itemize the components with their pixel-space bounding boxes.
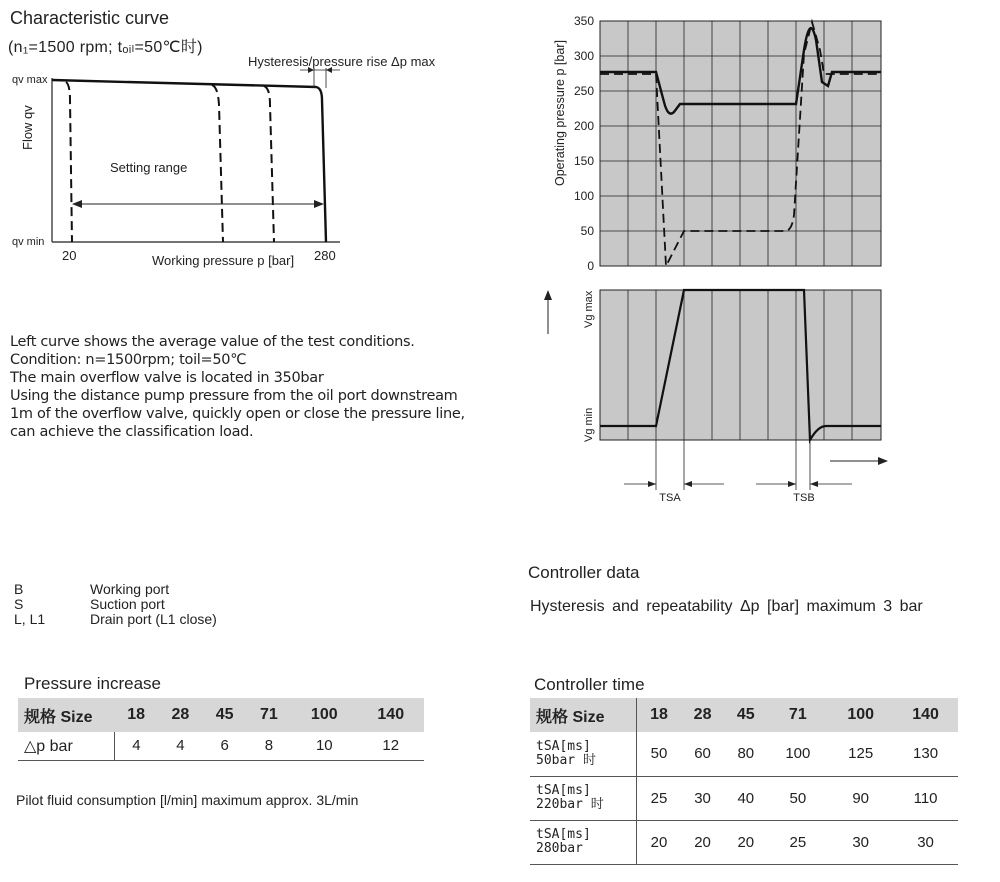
port-desc: Suction port — [90, 596, 165, 612]
characteristic-conditions: (n₁=1500 rpm; tₒᵢₗ=50℃时) — [8, 39, 203, 56]
controller-time-table — [530, 698, 958, 865]
characteristic-title: Characteristic curve — [10, 8, 170, 28]
controller-time-title: Controller time — [534, 675, 645, 694]
value-cell: 20 — [650, 833, 668, 851]
value-cell: 30 — [694, 789, 711, 807]
size-cell: 71 — [767, 698, 828, 732]
value-cell: 10 — [315, 737, 333, 755]
tsb-label: TSB — [793, 492, 815, 504]
y-tick-250: 250 — [573, 84, 594, 98]
row-label-line2: 280bar — [536, 841, 583, 856]
characteristic-chart — [0, 60, 460, 280]
y-tick-150: 150 — [573, 154, 594, 168]
flow-curve — [52, 80, 326, 242]
value-cell: 125 — [848, 745, 874, 763]
note-line: 1m of the overflow valve, quickly open or close the pressure line, — [10, 406, 465, 422]
size-cell: 18 — [637, 698, 681, 732]
port-row — [14, 597, 217, 612]
value-cell: 90 — [852, 789, 870, 807]
y-tick-100: 100 — [573, 189, 594, 203]
size-cell: 100 — [291, 698, 357, 732]
value-cell: 4 — [176, 737, 185, 755]
flow-axis-label: Flow qv — [20, 105, 35, 150]
value-cell: 50 — [789, 789, 807, 807]
value-cell: 130 — [913, 745, 939, 763]
tsa-label: TSA — [659, 492, 681, 504]
value-cell: 100 — [785, 745, 811, 763]
pilot-fluid-note: Pilot fluid consumption [l/min] maximum approx. 3L/min — [16, 792, 359, 808]
row-label-line1: tSA[ms] — [536, 783, 591, 798]
dashed-curve-20 — [66, 82, 72, 242]
note-line: The main overflow valve is located in 350bar — [10, 370, 324, 386]
dashed-curve-mid — [212, 85, 223, 242]
table-row — [530, 776, 958, 820]
size-cell: 100 — [828, 698, 893, 732]
table-row — [18, 732, 424, 760]
value-cell: 60 — [694, 745, 711, 763]
pressure-increase-title: Pressure increase — [24, 674, 162, 693]
value-cell: 40 — [737, 789, 755, 807]
response-charts — [540, 10, 900, 510]
y-tick-0: 0 — [587, 259, 594, 273]
value-cell: 50 — [650, 745, 668, 763]
pressure-chart-area — [600, 21, 881, 266]
y-tick-350: 350 — [573, 14, 594, 28]
table-row — [530, 732, 958, 776]
value-cell: 20 — [694, 833, 711, 851]
value-cell: 30 — [852, 833, 870, 851]
note-line: Using the distance pump pressure from the oil port downstream — [10, 388, 458, 404]
ports-legend — [14, 582, 217, 627]
dashed-curve-high — [264, 86, 274, 242]
row-label — [530, 732, 637, 776]
size-cell: 140 — [893, 698, 958, 732]
size-cell: 45 — [203, 698, 247, 732]
port-desc: Working port — [90, 581, 170, 597]
setting-range-label: Setting range — [110, 160, 188, 175]
x-tick-20: 20 — [62, 248, 77, 263]
value-cell: 80 — [737, 745, 755, 763]
port-code: S — [14, 596, 24, 612]
size-cell: 140 — [358, 698, 425, 732]
size-cell: 71 — [247, 698, 291, 732]
pressure-axis-label: Operating pressure p [bar] — [553, 40, 567, 186]
y-tick-300: 300 — [573, 49, 594, 63]
pressure-increase-table — [18, 698, 424, 761]
qv-max-label: qv max — [12, 74, 48, 86]
value-cell: 20 — [737, 833, 755, 851]
row-label-line2: 220bar 时 — [536, 797, 604, 812]
table-header-row — [530, 698, 958, 732]
size-header: 规格 Size — [530, 698, 637, 732]
row-label-line2: 50bar 时 — [536, 752, 596, 768]
size-cell: 18 — [114, 698, 158, 732]
value-cell: 25 — [650, 789, 668, 807]
row-label: △p bar — [18, 732, 114, 760]
row-label-line1: tSA[ms] — [536, 738, 591, 754]
row-label — [530, 776, 637, 820]
vg-max-label: Vg max — [583, 290, 595, 328]
table-row — [530, 820, 958, 864]
value-cell: 110 — [913, 789, 938, 807]
value-cell: 8 — [264, 737, 274, 755]
port-row — [14, 612, 217, 627]
y-tick-50: 50 — [580, 224, 594, 238]
hysteresis-label: Hysteresis/pressure rise Δp max — [248, 54, 436, 69]
value-cell: 25 — [789, 833, 807, 851]
table-header-row — [18, 698, 424, 732]
value-cell: 6 — [220, 737, 229, 755]
working-pressure-label: Working pressure p [bar] — [152, 253, 295, 268]
port-code: B — [14, 581, 24, 597]
row-label-line1: tSA[ms] — [536, 827, 591, 842]
row-label — [530, 820, 637, 864]
size-cell: 28 — [158, 698, 202, 732]
controller-data-title: Controller data — [528, 563, 640, 582]
vg-min-label: Vg min — [583, 407, 595, 442]
y-tick-200: 200 — [573, 119, 594, 133]
value-cell: 30 — [917, 833, 934, 851]
note-line: Left curve shows the average value of the test conditions. — [10, 334, 415, 350]
vg-chart-area — [600, 290, 881, 440]
port-desc: Drain port (L1 close) — [90, 611, 217, 627]
note-line: Condition: n=1500rpm; toil=50℃ — [10, 352, 247, 368]
size-header: 规格 Size — [18, 698, 114, 732]
value-cell: 4 — [132, 737, 141, 755]
controller-data-line: Hysteresis and repeatability Δp [bar] maximum 3 bar — [530, 598, 923, 615]
size-cell: 28 — [681, 698, 724, 732]
x-tick-280: 280 — [314, 248, 336, 263]
qv-min-label: qv min — [12, 236, 45, 248]
value-cell: 12 — [382, 737, 400, 755]
port-code: L, L1 — [14, 611, 46, 627]
notes-block — [10, 333, 470, 441]
port-row — [14, 582, 217, 597]
size-cell: 45 — [724, 698, 767, 732]
note-line: can achieve the classification load. — [10, 424, 254, 440]
